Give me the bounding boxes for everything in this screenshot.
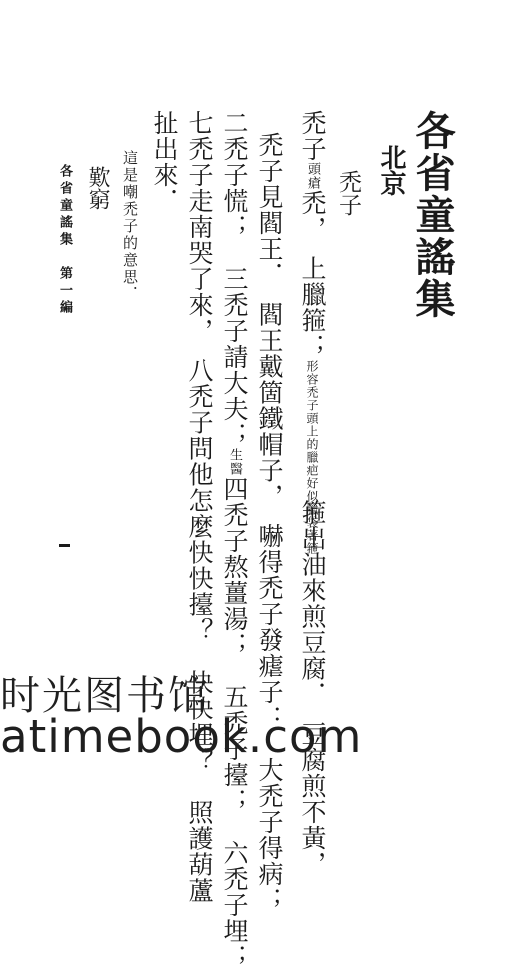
poem-column-4: 七禿子走南哭了來， 八禿子問他怎麼快快擡？ 快快埋？ 照護葫蘆 — [185, 110, 214, 904]
page-number-mark — [59, 544, 70, 547]
poem-column-5: 扯出來． — [150, 110, 179, 214]
watermark-url: atimebook.com — [0, 710, 363, 763]
poem-column-2: 禿子見閻王． 閻王戴箇鐵帽子， 嚇得禿子發瘧子： 大禿子得病； — [255, 132, 284, 913]
song-title: 禿子 — [335, 170, 361, 216]
annotation: 形容禿子頭上的臘疤好似臘袋著箍 — [305, 359, 319, 555]
annotation: 頭瘡 — [305, 162, 320, 190]
poem-column-3 — [222, 110, 247, 970]
running-head: 各省童謠集 第一編 — [57, 164, 72, 317]
annotation: 生醫 — [227, 448, 242, 476]
category-heading: 歎窮 — [85, 166, 110, 210]
book-title: 各省童謠集 — [409, 110, 456, 320]
watermark-chinese: 时光图书馆 — [0, 673, 210, 719]
poem-text: 箍出油來煎豆腐． 豆腐煎不黃， — [298, 499, 327, 877]
commentary-note: 這是嘲禿子的意思． — [121, 150, 139, 303]
poem-text: 二禿子慌； 三禿子請大夫； — [220, 110, 249, 448]
poem-text: 禿子 — [298, 110, 327, 162]
poem-text: 禿， 上臘箍； — [298, 190, 327, 360]
region-heading: 北京 — [376, 144, 406, 196]
poem-text: 四禿子熬薑湯； 五禿子擡； 六禿子埋； — [220, 476, 249, 970]
